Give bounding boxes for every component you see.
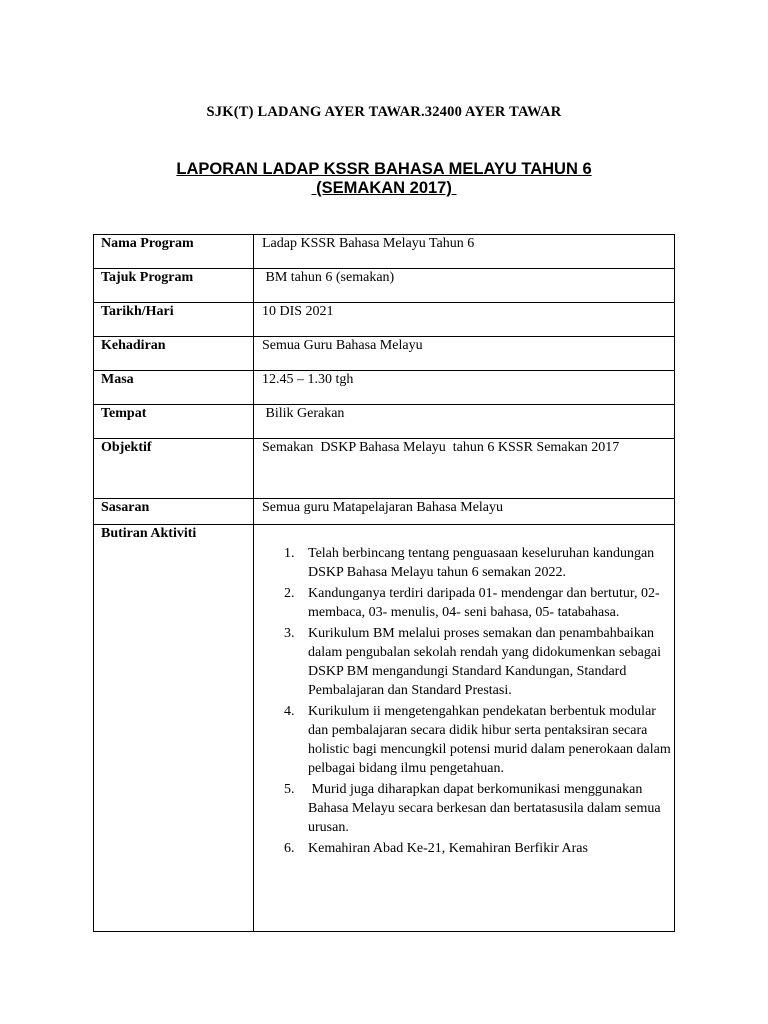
list-item: [254, 584, 674, 622]
label-objektif: Objektif: [94, 439, 254, 499]
row-tarikh-hari: [94, 303, 675, 337]
row-masa: [94, 371, 675, 405]
label-masa: Masa: [94, 371, 254, 405]
list-item-number: 6.: [284, 841, 295, 856]
list-item-number: 5.: [284, 782, 295, 797]
list-item: [254, 839, 674, 858]
list-item-text: Murid juga diharapkan dapat berkomunikasi menggunakan Bahasa Melayu secara berkesan dan bertatasusila dalam semua urusan.: [308, 782, 665, 835]
value-objektif: Semakan DSKP Bahasa Melayu tahun 6 KSSR Semakan 2017: [254, 439, 675, 499]
list-item-number: 4.: [284, 704, 295, 719]
list-item: [254, 702, 674, 778]
list-item-text: Kurikulum ii mengetengahkan pendekatan berbentuk modular dan pembalajaran secara didik hibur serta pentaksiran secara holistic bagi mencungkil potensi murid dalam penerokaan dalam pelbagai bidang ilmu pengetahuan.: [308, 704, 671, 776]
report-title: LAPORAN LADAP KSSR BAHASA MELAYU TAHUN 6: [176, 160, 592, 178]
list-item-text: Kurikulum BM melalui proses semakan dan penambahbaikan dalam pengubalan sekolah rendah yang didokumenkan sebagai DSKP BM mengandungi Standard Kandungan, Standard Pembalajaran dan Standard Prestasi.: [308, 626, 661, 698]
list-item: [254, 624, 674, 700]
label-tarikh-hari: Tarikh/Hari: [94, 303, 254, 337]
list-item-text: Kemahiran Abad Ke-21, Kemahiran Berfikir Aras: [308, 841, 588, 856]
label-tajuk-program: Tajuk Program: [94, 269, 254, 303]
value-tempat: Bilik Gerakan: [254, 405, 675, 439]
list-item: [254, 780, 674, 837]
list-item-text: Kandunganya terdiri daripada 01- mendengar dan bertutur, 02-membaca, 03- menulis, 04- seni bahasa, 05- tatabahasa.: [308, 586, 660, 620]
row-butiran-aktiviti: [94, 525, 675, 932]
row-sasaran: [94, 499, 675, 525]
label-butiran-aktiviti: Butiran Aktiviti: [94, 525, 254, 932]
value-masa: 12.45 – 1.30 tgh: [254, 371, 675, 405]
label-kehadiran: Kehadiran: [94, 337, 254, 371]
label-sasaran: Sasaran: [94, 499, 254, 525]
row-kehadiran: [94, 337, 675, 371]
row-objektif: [94, 439, 675, 499]
list-item-text: Telah berbincang tentang penguasaan keseluruhan kandungan DSKP Bahasa Melayu tahun 6 semakan 2022.: [308, 546, 655, 580]
value-butiran-aktiviti: [254, 525, 675, 932]
label-nama-program: Nama Program: [94, 235, 254, 269]
value-nama-program: Ladap KSSR Bahasa Melayu Tahun 6: [254, 235, 675, 269]
list-item-number: 3.: [284, 626, 295, 641]
value-kehadiran: Semua Guru Bahasa Melayu: [254, 337, 675, 371]
row-tajuk-program: [94, 269, 675, 303]
list-item-number: 2.: [284, 586, 295, 601]
school-name: SJK(T) LADANG AYER TAWAR.32400 AYER TAWAR: [206, 104, 562, 120]
report-table: [93, 234, 675, 932]
report-subtitle: (SEMAKAN 2017): [311, 179, 457, 197]
list-item: [254, 544, 674, 582]
value-tarikh-hari: 10 DIS 2021: [254, 303, 675, 337]
value-sasaran: Semua guru Matapelajaran Bahasa Melayu: [254, 499, 675, 525]
activity-list: [254, 544, 674, 860]
label-tempat: Tempat: [94, 405, 254, 439]
value-tajuk-program: BM tahun 6 (semakan): [254, 269, 675, 303]
list-item-number: 1.: [284, 546, 295, 561]
row-tempat: [94, 405, 675, 439]
row-nama-program: [94, 235, 675, 269]
